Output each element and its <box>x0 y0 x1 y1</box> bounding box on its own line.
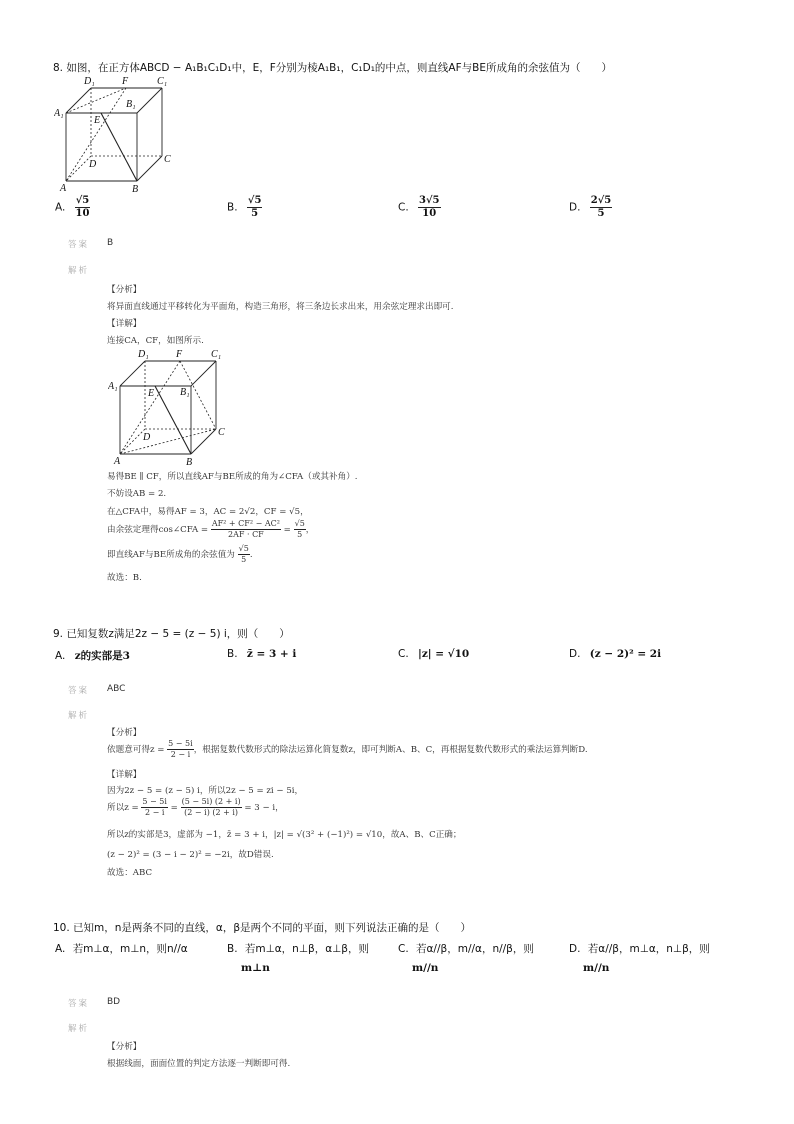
label-d: D <box>89 159 97 170</box>
q10-fenxi-text: 根据线面，面面位置的判定方法逐一判断即可得. <box>107 1059 291 1069</box>
q9-fenxi-text: 依题意可得z = $\frac{5 - 5i}{2 - i}$ ，根据复数代数形式的除法运算化简复数z，即可判断A、B、C，再根据复数代数形式的乘法运算判断D. <box>107 739 588 759</box>
q8-option-d[interactable]: D. $\frac{2√5}{5}$ <box>569 195 612 219</box>
q10-answer: BD <box>107 997 121 1007</box>
q8-solution-line4: 在△CFA中，易得AF = 3，AC = 2√2，CF = √5， <box>107 507 309 517</box>
q10-option-a[interactable]: A. 若m⊥α，m⊥n，则n//α <box>55 943 188 955</box>
q9-solution-line4: (z − 2)² = (3 − i − 2)² = −2i，故D错误. <box>107 850 274 860</box>
q8-answer-label: 答案 <box>68 240 90 250</box>
q8-analysis-label: 解析 <box>68 266 90 276</box>
q9-option-a[interactable]: A. z的实部是3 <box>55 650 130 662</box>
solution-label-d: D <box>143 432 151 443</box>
solution-label-c: C <box>218 427 225 438</box>
solution-label-b: B <box>186 457 193 467</box>
solution-label-f: F <box>176 349 183 360</box>
q8-option-a[interactable]: A. $\frac{√5}{10}$ <box>55 195 90 219</box>
q10-fenxi-heading: 【分析】 <box>107 1042 142 1052</box>
q9-solution-line2: 所以z = $\frac{5 - 5i}{2 - i}$ = $\frac{(5 - 5i) (2 + i)}{(2 - i) (2 + i)}$ = 3 − i， <box>107 797 284 817</box>
solution-label-e: E <box>148 388 155 399</box>
label-a: A <box>60 183 67 194</box>
label-e: E <box>94 115 101 126</box>
q10-option-c[interactable]: C. 若α//β，m//α，n//β，则 m//n <box>398 943 534 974</box>
q9-option-b[interactable]: B. z̄ = 3 + i <box>227 648 297 660</box>
solution-label-c1: C₁ <box>211 349 222 360</box>
solution-label-a: A <box>114 456 121 467</box>
q9-answer: ABC <box>107 684 126 694</box>
q9-solution-line5: 故选：ABC <box>107 868 153 878</box>
q9-analysis-label: 解析 <box>68 711 90 721</box>
q9-answer-label: 答案 <box>68 686 90 696</box>
label-f: F <box>122 76 129 87</box>
q9-stem: 9. 已知复数z满足2z − 5 = (z − 5) i，则（ ） <box>53 628 290 640</box>
q10-option-b[interactable]: B. 若m⊥α，n⊥β，α⊥β，则 m⊥n <box>227 943 369 974</box>
q8-solution-line3: 不妨设AB = 2. <box>107 489 167 499</box>
q10-stem: 10. 已知m，n是两条不同的直线，α，β是两个不同的平面，则下列说法正确的是（ ） <box>53 922 472 934</box>
q10-answer-label: 答案 <box>68 999 90 1009</box>
label-c1: C₁ <box>157 76 168 87</box>
q8-solution-line2: 易得BE ∥ CF，所以直线AF与BE所成的角为∠CFA（或其补角）. <box>107 472 358 482</box>
q9-option-d[interactable]: D. (z − 2)² = 2i <box>569 648 662 660</box>
solution-label-a1: A₁ <box>108 381 118 392</box>
q8-cube-figure <box>54 72 184 194</box>
q9-fenxi-heading: 【分析】 <box>107 728 142 738</box>
q8-fenxi-heading: 【分析】 <box>107 285 142 295</box>
q8-answer: B <box>107 238 114 248</box>
q8-xiangjie-heading: 【详解】 <box>107 319 142 329</box>
q8-option-c[interactable]: C. $\frac{3√5}{10}$ <box>398 195 440 219</box>
label-a1: A₁ <box>54 108 64 119</box>
solution-label-b1: B₁ <box>180 387 190 398</box>
solution-label-d1: D₁ <box>138 349 149 360</box>
q8-option-b[interactable]: B. $\frac{√5}{5}$ <box>227 195 262 219</box>
q9-xiangjie-heading: 【详解】 <box>107 770 142 780</box>
q8-solution-line7: 故选：B. <box>107 573 142 583</box>
q8-solution-cube-figure <box>108 345 238 467</box>
q8-solution-line5: 由余弦定理得cos∠CFA = $\frac{\text{AF² + CF² − AC²}}{2AF \cdot CF}$ = $\frac{√5}{5}$ ， <box>107 519 315 539</box>
q8-solution-line6: 即直线AF与BE所成角的余弦值为 $\frac{√5}{5}$ . <box>107 544 253 564</box>
q9-solution-line1: 因为2z − 5 = (z − 5) i，所以2z − 5 = zi − 5i， <box>107 786 304 796</box>
q10-analysis-label: 解析 <box>68 1024 90 1034</box>
label-c: C <box>164 154 171 165</box>
q9-solution-line3: 所以z的实部是3，虚部为 −1，z̄ = 3 + i，|z| = √(3² + (−1)²) = √10，故A、B、C正确； <box>107 830 462 840</box>
label-b: B <box>132 184 139 194</box>
q8-solution-line1: 连接CA，CF，如图所示. <box>107 336 204 346</box>
q8-fenxi-text: 将异面直线通过平移转化为平面角，构造三角形，将三条边长求出来，用余弦定理求出即可. <box>107 302 454 312</box>
q9-option-c[interactable]: C. |z| = √10 <box>398 648 470 660</box>
label-d1: D₁ <box>84 76 95 87</box>
q8-stem: 8. 如图，在正方体ABCD − A₁B₁C₁D₁中，E，F分别为棱A₁B₁，C₁D₁的中点，则直线AF与BE所成角的余弦值为（ ） <box>53 62 612 74</box>
label-b1: B₁ <box>126 99 136 110</box>
q10-option-d[interactable]: D. 若α//β，m⊥α，n⊥β，则 m//n <box>569 943 710 974</box>
